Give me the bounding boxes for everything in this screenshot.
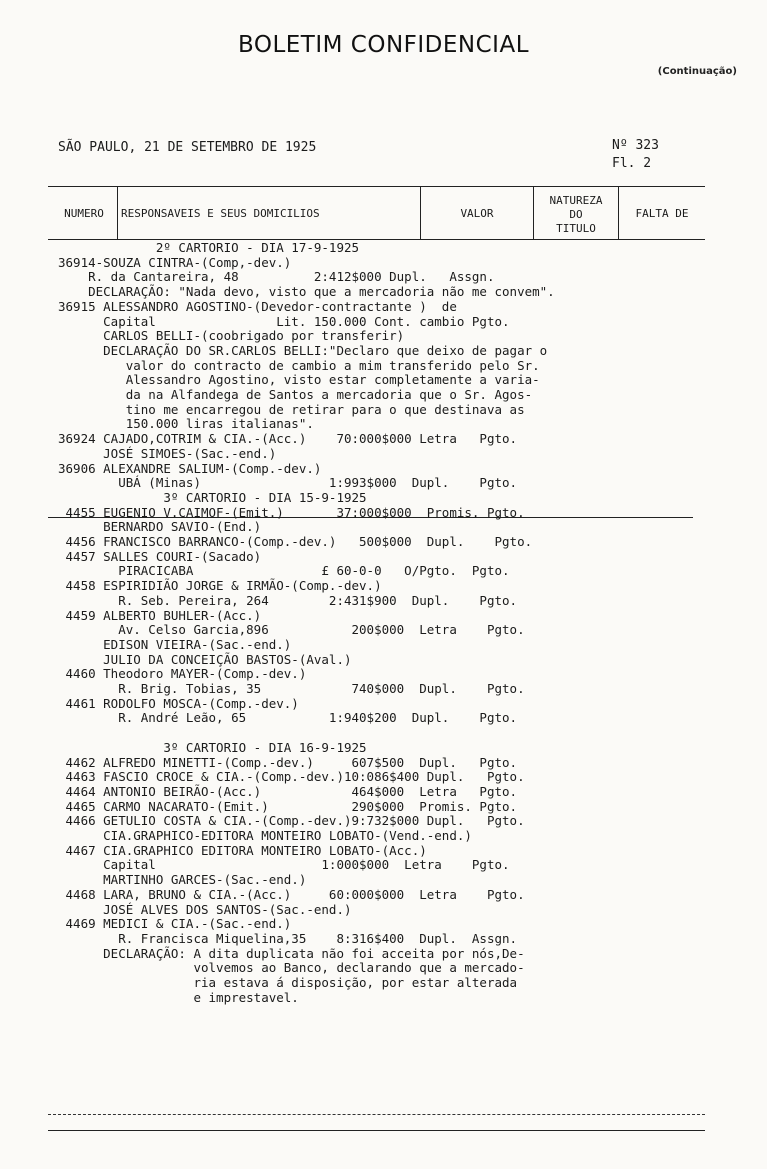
document-line: 4469 MEDICI & CIA.-(Sac.-end.): [58, 916, 292, 932]
document-line: 4463 FASCIO CROCE & CIA.-(Comp.-dev.)10:086$400 Dupl. Pgto.: [58, 769, 525, 785]
col-header-natureza-1: NATUREZA: [549, 194, 603, 207]
document-line: 4462 ALFREDO MINETTI-(Comp.-dev.) 607$500 Dupl. Pgto.: [58, 754, 518, 770]
document-line: 4457 SALLES COURI-(Sacado): [58, 548, 262, 564]
document-line: 4458 ESPIRIDIÃO JORGE & IRMÃO-(Comp.-dev.): [58, 578, 382, 594]
document-line: Capital 1:000$000 Letra Pgto.: [58, 857, 510, 873]
document-line: 3º CARTORIO - DIA 15-9-1925: [58, 489, 367, 505]
document-line: 4461 RODOLFO MOSCA-(Comp.-dev.): [58, 695, 299, 711]
document-line: DECLARAÇÃO: A dita duplicata não foi acceita por nós,De-: [58, 945, 525, 961]
document-line: 4455 EUGENIO V.CAIMOF-(Emit.) 37:000$000 Promis. Pgto.: [58, 504, 525, 520]
document-line: UBÁ (Minas) 1:993$000 Dupl. Pgto.: [58, 475, 518, 491]
document-line: BERNARDO SAVIO-(End.): [58, 519, 262, 535]
document-line: e imprestavel.: [58, 989, 299, 1005]
document-line: tino me encarregou de retirar para o que destinava as: [58, 401, 525, 417]
document-line: R. André Leão, 65 1:940$200 Dupl. Pgto.: [58, 710, 518, 726]
document-line: 36915 ALESSANDRO AGOSTINO-(Devedor-contractante ) de: [58, 298, 457, 314]
table-top-rule: [48, 186, 705, 187]
document-line: EDISON VIEIRA-(Sac.-end.): [58, 636, 292, 652]
document-line: 4465 CARMO NACARATO-(Emit.) 290$000 Promis. Pgto.: [58, 798, 518, 814]
document-line: PIRACICABA £ 60-0-0 O/Pgto. Pgto.: [58, 563, 510, 579]
document-line: 4459 ALBERTO BUHLER-(Acc.): [58, 607, 262, 623]
document-line: R. Seb. Pereira, 264 2:431$900 Dupl. Pgto.: [58, 592, 518, 608]
document-line: 36924 CAJADO,COTRIM & CIA.-(Acc.) 70:000$000 Letra Pgto.: [58, 431, 518, 447]
document-line: volvemos ao Banco, declarando que a mercado-: [58, 960, 525, 976]
col-header-falta: FALTA DE: [635, 207, 689, 220]
document-line: Alessandro Agostino, visto estar completamente a varia-: [58, 372, 540, 388]
document-line: 4467 CIA.GRAPHICO EDITORA MONTEIRO LOBATO-(Acc.): [58, 842, 427, 858]
document-line: JOSÉ SIMOES-(Sac.-end.): [58, 445, 277, 461]
document-line: 4460 Theodoro MAYER-(Comp.-dev.): [58, 666, 307, 682]
document-line: DECLARAÇÃO: "Nada devo, visto que a mercadoria não me convem".: [58, 284, 555, 300]
document-line: R. da Cantareira, 48 2:412$000 Dupl. Assgn.: [58, 269, 495, 285]
col-header-responsaveis: RESPONSAVEIS E SEUS DOMICILIOS: [121, 207, 320, 220]
document-line: da na Alfandega de Santos a mercadoria que o Sr. Agos-: [58, 387, 533, 402]
bottom-dashed-rule: [48, 1114, 705, 1115]
document-line: JOSÉ ALVES DOS SANTOS-(Sac.-end.): [58, 901, 352, 917]
sheet-number: Fl. 2: [612, 156, 652, 171]
document-line: 2º CARTORIO - DIA 17-9-1925: [58, 240, 360, 255]
document-line: Av. Celso Garcia,896 200$000 Letra Pgto.: [58, 622, 525, 638]
col-header-valor: VALOR: [460, 207, 494, 220]
document-line: 4464 ANTONIO BEIRÃO-(Acc.) 464$000 Letra Pgto.: [58, 783, 518, 799]
document-line: Capital Lit. 150.000 Cont. cambio Pgto.: [58, 313, 510, 329]
section-rule: [48, 517, 693, 518]
city-date: SÃO PAULO, 21 DE SETEMBRO DE 1925: [58, 140, 317, 155]
col-header-natureza-3: TITULO: [556, 222, 596, 235]
document-line: valor do contracto de cambio a mim transferido pelo Sr.: [58, 357, 540, 373]
document-line: 36914-SOUZA CINTRA-(Comp,-dev.): [58, 254, 292, 270]
col-divider-1: [117, 186, 118, 240]
document-line: MARTINHO GARCES-(Sac.-end.): [58, 872, 307, 888]
col-header-numero: NUMERO: [64, 207, 104, 220]
document-line: JULIO DA CONCEIÇÃO BASTOS-(Aval.): [58, 651, 352, 667]
document-line: 4466 GETULIO COSTA & CIA.-(Comp.-dev.)9:732$000 Dupl. Pgto.: [58, 813, 525, 829]
document-line: 4456 FRANCISCO BARRANCO-(Comp.-dev.) 500$000 Dupl. Pgto.: [58, 534, 533, 549]
document-line: 4468 LARA, BRUNO & CIA.-(Acc.) 60:000$000 Letra Pgto.: [58, 886, 525, 902]
document-line: 3º CARTORIO - DIA 16-9-1925: [58, 739, 367, 755]
document-line: R. Brig. Tobias, 35 740$000 Dupl. Pgto.: [58, 681, 525, 696]
document-line: 36906 ALEXANDRE SALIUM-(Comp.-dev.): [58, 460, 322, 476]
document-line: ria estava á disposição, por estar alterada: [58, 975, 518, 990]
bulletin-number: Nº 323: [612, 138, 659, 153]
document-line: R. Francisca Miquelina,35 8:316$400 Dupl. Assgn.: [58, 930, 518, 946]
document-line: DECLARAÇÃO DO SR.CARLOS BELLI:"Declaro que deixo de pagar o: [58, 342, 548, 358]
page-title: BOLETIM CONFIDENCIAL: [237, 32, 530, 58]
col-header-natureza-2: DO: [569, 208, 583, 221]
continuation-note: (Continuação): [657, 66, 737, 77]
document-line: CARLOS BELLI-(coobrigado por transferir): [58, 328, 405, 344]
document-line: CIA.GRAPHICO-EDITORA MONTEIRO LOBATO-(Vend.-end.): [58, 828, 472, 843]
document-line: 150.000 liras italianas".: [58, 416, 314, 432]
bottom-rule: [48, 1130, 705, 1131]
